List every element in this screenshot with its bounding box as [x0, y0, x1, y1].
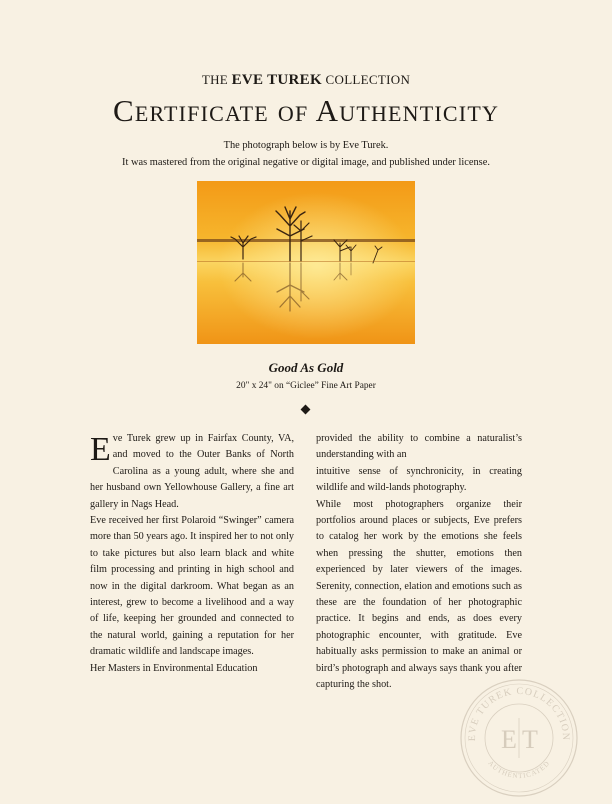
collection-heading [0, 72, 612, 89]
intro-line-1: The photograph below is by Eve Turek. [223, 140, 389, 151]
bio-paragraph-5: intuitive sense of synchronicity, in creating wildlife and wild-lands photography. [316, 465, 522, 494]
seal-monogram-left: E [501, 725, 517, 754]
bio-paragraph-2: Eve received her first Polaroid “Swinger” camera more than 50 years ago. It inspired her to not only to take pictures but also learn black and white film processing and printing in high school and now in the digital darkroom. What began as an interest, grew to become a livelihood and a way of life, keeping her grounded and connected to the natural world, gaining a reputation for her dramatic wildlife and landscape images. [90, 515, 294, 658]
seal-bottom-text: AUTHENTICATED [486, 759, 552, 781]
bio-paragraph-4: provided the ability to combine a naturalist’s understanding with an [316, 433, 522, 461]
collection-name: EVE TUREK [231, 72, 322, 88]
dropcap: E [90, 431, 111, 468]
artwork-photo [197, 181, 415, 344]
artwork-title: Good As Gold [268, 360, 344, 375]
artwork-size: 20" x 24" on “Giclee” Fine Art Paper [236, 381, 376, 391]
certificate-title: Certificate of Authenticity [112, 93, 500, 128]
bio-paragraph-6: While most photographers organize their portfolios around places or subjects, Eve prefers to catalog her work by the emotions she feels when pressing the shutter, emotions then experienced by later viewers of the images. Serenity, connection, elation and emotions such as these are the foundation of her photographic practice. It begins and ends, as does every photographic encounter, with gratitude. Eve habitually asks permission to make an animal or bird’s photograph and always says thank you after capturing the shot. [316, 498, 522, 691]
intro-line-2: It was mastered from the original negative or digital image, and published under license. [122, 157, 490, 168]
diamond-divider-icon [301, 405, 311, 415]
collection-suffix: COLLECTION [325, 72, 411, 87]
intro-text [0, 137, 612, 171]
bio-text-1: ve Turek grew up in Fairfax County, VA, and moved to the Outer Banks of North Carolina as a young adult, where she and her husband own Yellowhouse Gallery, a fine art gallery in Nags Head. [90, 433, 294, 510]
authentication-seal [453, 672, 585, 804]
bio-paragraph-3: Her Masters in Environmental Education [90, 662, 258, 674]
seal-monogram-right: T [522, 725, 538, 754]
bio-paragraph-1 [90, 431, 294, 513]
bio-column-right [316, 431, 522, 694]
seal-top-text: EVE TUREK COLLECTION [466, 685, 572, 742]
bio-column-left [90, 431, 294, 677]
collection-prefix: THE [201, 72, 229, 87]
